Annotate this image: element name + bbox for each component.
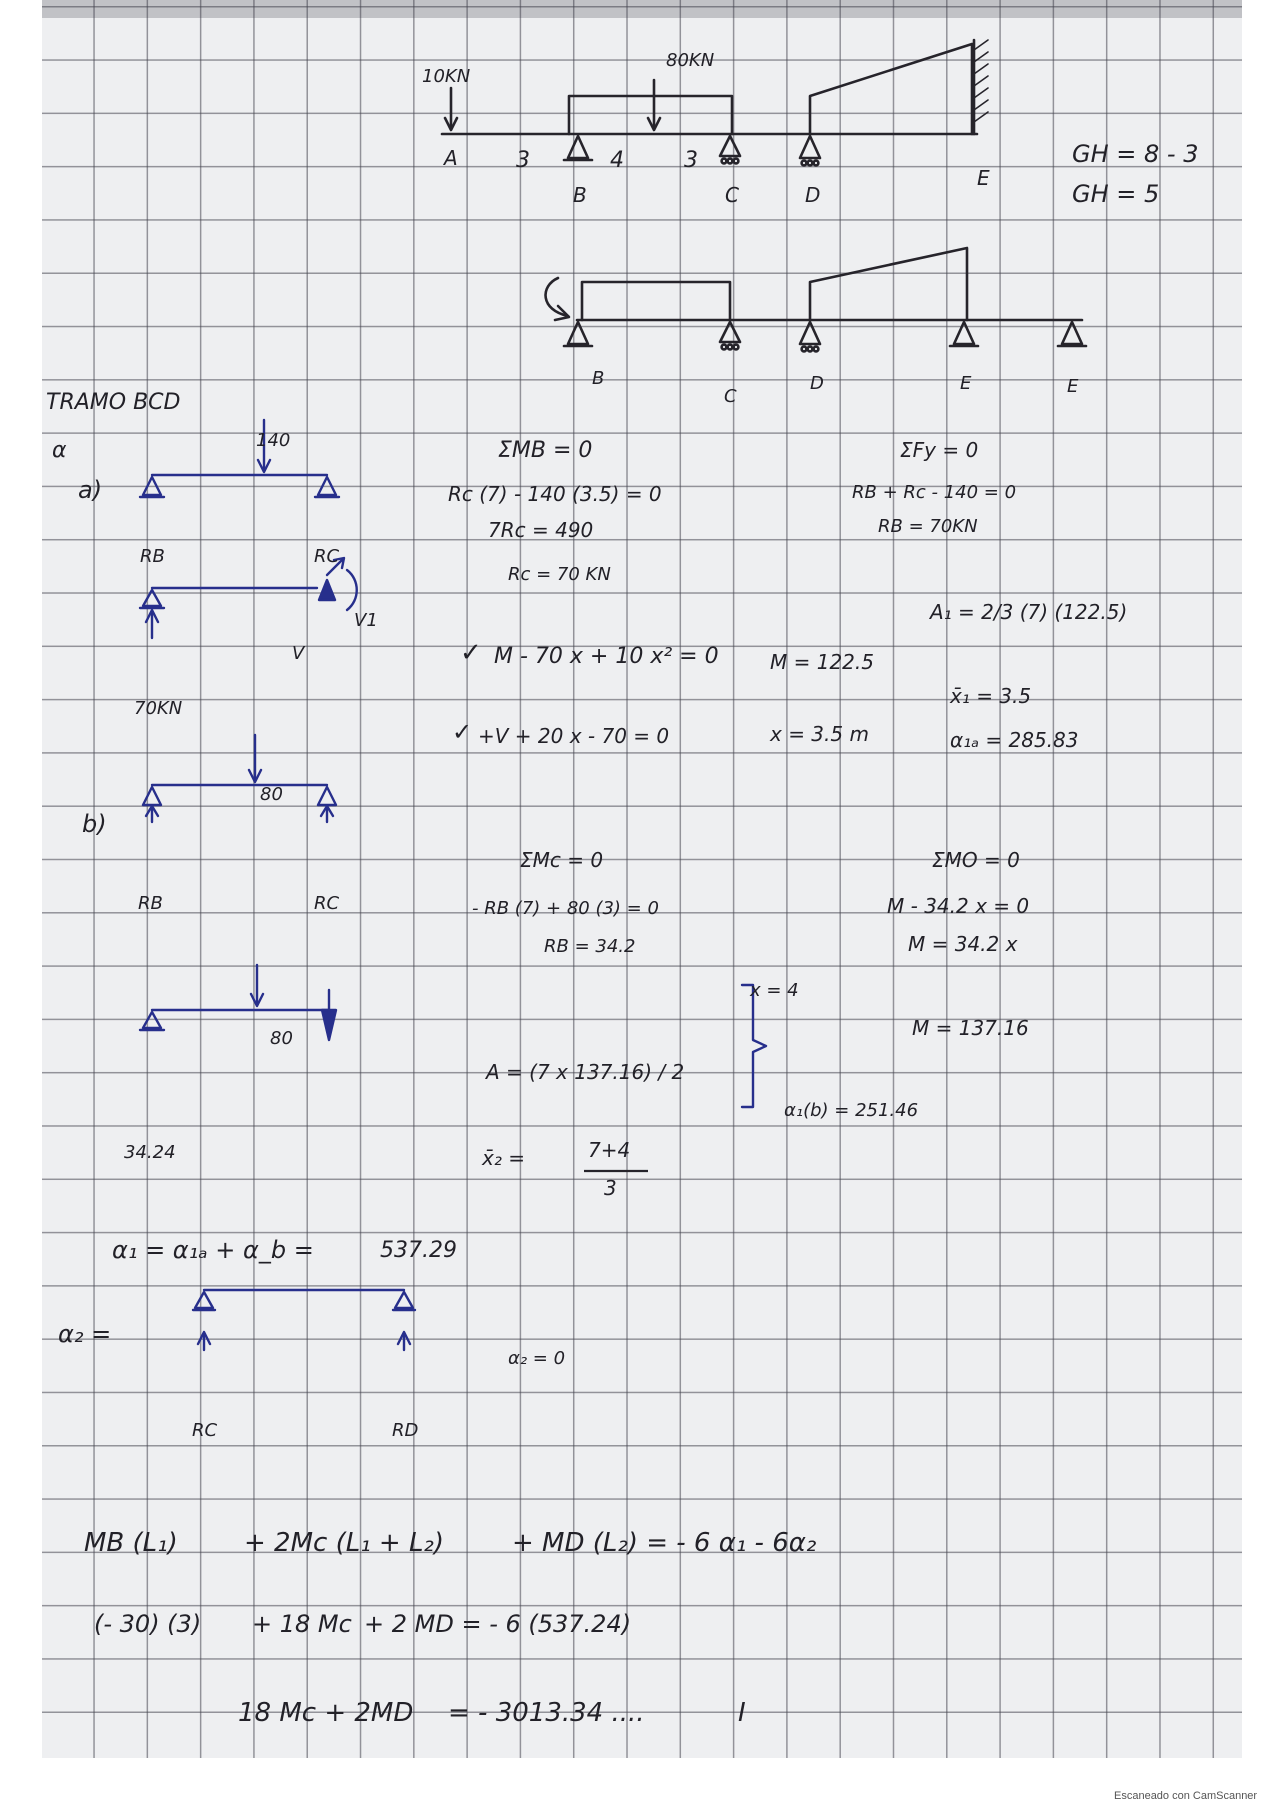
part-b-eq2: RB = 34.2 [544, 936, 636, 957]
support-e-2 [954, 322, 974, 344]
bracket [742, 985, 766, 1107]
part-b-rb: RB [138, 893, 163, 914]
label2-node-e2: E [1067, 376, 1079, 397]
part-a-load: 140 [256, 430, 291, 451]
tm-line1a: MB (L₁) [84, 1528, 178, 1558]
part-a-moment-eq: M - 70 x + 10 x² = 0 [494, 644, 719, 669]
alpha2-value: α₂ = 0 [508, 1348, 566, 1369]
part-b-alpha-b: α₁(b) = 251.46 [784, 1100, 919, 1121]
second-trapezoid [810, 248, 967, 320]
label2-node-e: E [960, 373, 972, 394]
tm-line3b: = - 3013.34 .... [448, 1698, 645, 1728]
part-a-rb: RB [140, 546, 165, 567]
section-title: TRAMO BCD [46, 390, 181, 415]
section-alpha: α [52, 438, 67, 463]
part-a-fy1: RB + Rc - 140 = 0 [852, 482, 1017, 503]
part-a-xbar: x̄₁ = 3.5 [950, 684, 1032, 708]
part-a-free-v: V [292, 643, 305, 664]
part-a-eq2: 7Rc = 490 [488, 518, 594, 542]
label-node-c: C [725, 183, 739, 207]
alpha2-rd: RD [392, 1420, 419, 1441]
part-b-mo2: M = 34.2 x [908, 932, 1018, 956]
alpha2-rc: RC [192, 1420, 218, 1441]
part-b-xbar-lhs: x̄₂ = [482, 1146, 525, 1170]
part-a-eq3: Rc = 70 KN [508, 564, 611, 585]
support-b-top [568, 136, 588, 158]
tm-line2b: + 18 Mc [252, 1610, 352, 1638]
part-b-x-eq: x = 4 [750, 980, 799, 1001]
label-gh-result: GH = 5 [1072, 180, 1160, 208]
support-b-2 [568, 322, 588, 344]
tm-line2c: + 2 MD = - 6 (537.24) [364, 1610, 632, 1638]
tm-line3c: I [738, 1698, 746, 1728]
alpha2-label: α₂ = [58, 1320, 112, 1348]
label-node-d: D [805, 183, 821, 207]
support-d-2 [800, 322, 820, 344]
label-span-mid-c: 3 [684, 148, 698, 173]
fraction-bar [582, 1168, 652, 1174]
support-c-2 [720, 322, 740, 342]
part-a-free-react: 70KN [134, 698, 183, 719]
part-b-area: A = (7 x 137.16) / 2 [486, 1060, 685, 1084]
label2-node-d: D [810, 373, 824, 394]
label2-node-b: B [592, 368, 605, 389]
check-1: ✓ [460, 638, 482, 668]
label-node-a: A [444, 146, 458, 170]
notebook-sheet [42, 0, 1242, 1758]
part-a-sum-fy: ΣFy = 0 [900, 438, 979, 462]
part-b-m-val: M = 137.16 [912, 1016, 1029, 1040]
structural-sketches [42, 0, 1242, 1758]
alpha-sum-value: 537.29 [380, 1238, 457, 1263]
scanner-watermark: Escaneado con CamScanner [1114, 1790, 1258, 1802]
part-a-area: A₁ = 2/3 (7) (122.5) [930, 600, 1128, 624]
support-d-top [800, 136, 820, 158]
tm-line3a: 18 Mc + 2MD [238, 1698, 414, 1728]
part-b-sum-mo: ΣMO = 0 [932, 848, 1020, 872]
label-gh-formula: GH = 8 - 3 [1072, 140, 1199, 168]
part-a-rc: RC [314, 546, 340, 567]
part-a-sum-mb: ΣMB = 0 [498, 438, 593, 463]
label2-node-c: C [724, 386, 737, 407]
part-b-react2: 34.24 [124, 1142, 176, 1163]
part-b-sum-mc: ΣMc = 0 [520, 848, 604, 872]
part-a-m-val: M = 122.5 [770, 650, 874, 674]
label-node-e: E [977, 166, 990, 190]
part-a-eq1: Rc (7) - 140 (3.5) = 0 [448, 482, 662, 506]
tm-line1b: + 2Mc (L₁ + L₂) [244, 1528, 445, 1558]
label-node-b: B [573, 183, 587, 207]
tm-line1c: + MD (L₂) = - 6 α₁ - 6α₂ [512, 1528, 817, 1558]
part-b-load: 80 [260, 784, 283, 805]
trapezoid-load [810, 44, 972, 134]
part-b-eq1: - RB (7) + 80 (3) = 0 [472, 898, 659, 919]
distributed-load-box [569, 96, 732, 134]
part-a-shear-eq: +V + 20 x - 70 = 0 [478, 724, 670, 748]
part-a-free-v1: V1 [354, 610, 378, 631]
label-load-a: 10KN [422, 66, 471, 87]
part-a-alpha-1a: α₁ₐ = 285.83 [950, 728, 1079, 752]
moment-arrow-b [546, 278, 568, 316]
label-span-ab: 3 [516, 148, 530, 173]
support-c-top [720, 136, 740, 156]
part-a-fy2: RB = 70KN [878, 516, 978, 537]
check-2: ✓ [452, 718, 473, 746]
part-b-mo1: M - 34.2 x = 0 [887, 894, 1030, 918]
part-b-label: b) [82, 810, 107, 838]
part-b-xbar-num: 7+4 [588, 1138, 631, 1162]
part-b-xbar-den: 3 [604, 1176, 617, 1200]
part-b-load2: 80 [270, 1028, 293, 1049]
support-e2-2 [1062, 322, 1082, 344]
part-a-x-val: x = 3.5 m [770, 722, 869, 746]
label-span-b-mid: 4 [610, 148, 624, 173]
tm-line2a: (- 30) (3) [94, 1610, 202, 1638]
label-load-mid: 80KN [666, 50, 715, 71]
part-b-rc: RC [314, 893, 340, 914]
alpha-sum-expr: α₁ = α₁ₐ + α_b = [112, 1236, 314, 1264]
part-a-label: a) [78, 476, 103, 504]
second-load-box [582, 282, 730, 320]
